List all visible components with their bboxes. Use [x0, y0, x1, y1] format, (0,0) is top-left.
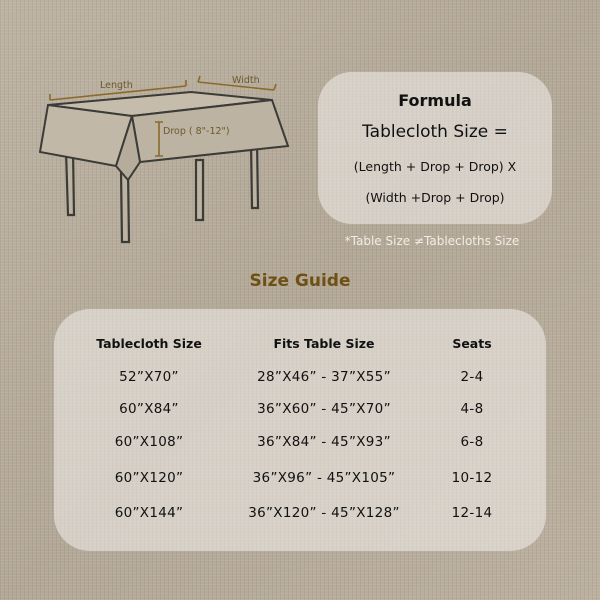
- formula-panel: [318, 72, 552, 224]
- formula-line-2: (Length + Drop + Drop) X: [353, 159, 517, 174]
- drop-label: Drop ( 8"-12"): [163, 126, 230, 137]
- size-guide-table: [54, 309, 546, 551]
- row-1-tablecloth-size: 52”X70”: [119, 369, 179, 385]
- length-label: Length: [100, 80, 133, 91]
- formula-title: Formula: [398, 91, 472, 110]
- row-2-fits-table-size: 36”X60” - 45”X70”: [257, 401, 391, 417]
- row-2-seats: 4-8: [460, 401, 484, 417]
- header-tablecloth-size: Tablecloth Size: [96, 336, 202, 351]
- row-1-fits-table-size: 28”X46” - 37”X55”: [257, 369, 391, 385]
- row-2-tablecloth-size: 60”X84”: [119, 401, 179, 417]
- row-5-tablecloth-size: 60”X144”: [114, 505, 184, 521]
- formula-line-1: Tablecloth Size =: [362, 122, 508, 142]
- size-note: *Table Size ≠Tablecloths Size: [344, 234, 520, 248]
- tablecloth-illustration: [36, 70, 296, 250]
- width-label: Width: [232, 75, 260, 86]
- formula-line-3: (Width +Drop + Drop): [365, 190, 505, 205]
- row-5-fits-table-size: 36”X120” - 45”X128”: [248, 505, 400, 521]
- row-4-fits-table-size: 36”X96” - 45”X105”: [252, 470, 396, 486]
- size-guide-title: Size Guide: [249, 271, 351, 291]
- row-1-seats: 2-4: [460, 369, 484, 385]
- row-4-seats: 10-12: [451, 470, 493, 486]
- header-seats: Seats: [452, 336, 492, 351]
- row-4-tablecloth-size: 60”X120”: [114, 470, 184, 486]
- row-3-fits-table-size: 36”X84” - 45”X93”: [257, 434, 391, 450]
- row-5-seats: 12-14: [451, 505, 493, 521]
- table-diagram: [36, 70, 296, 250]
- row-3-tablecloth-size: 60”X108”: [114, 434, 184, 450]
- row-3-seats: 6-8: [460, 434, 484, 450]
- header-fits-table-size: Fits Table Size: [273, 336, 375, 351]
